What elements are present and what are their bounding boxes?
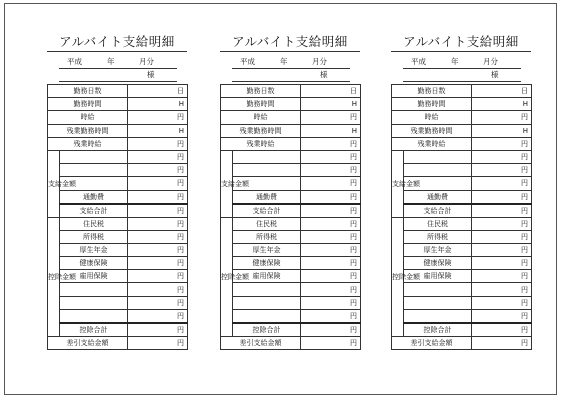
item-label: 控除合計 [233,323,301,337]
item-label: 所得税 [233,230,301,243]
table-row [48,137,188,150]
table-row [221,309,361,323]
era-label: 平成 [240,57,255,66]
unit-cell: 円 [301,336,361,349]
item-label: 残業勤務時間 [221,124,301,137]
item-label: 所得税 [404,230,472,243]
era-label: 平成 [411,57,426,66]
item-label: 控除合計 [404,323,472,337]
table-row [221,190,361,204]
item-label [60,164,128,177]
unit-cell: 円 [472,177,532,190]
unit-cell: 円 [128,283,188,296]
item-label: 所得税 [60,230,128,243]
table-row [392,230,532,243]
title-underline [220,51,360,52]
table-row [221,230,361,243]
title-underline [391,51,531,52]
table-row [48,257,188,270]
item-label: 勤務日数 [392,85,472,98]
item-label: 支給合計 [404,204,472,218]
item-label: 厚生年金 [60,243,128,256]
table-row [221,98,361,111]
unit-cell: 円 [301,257,361,270]
month-label: 月分 [139,57,154,66]
item-label: 住民税 [233,217,301,230]
unit-cell: 日 [128,85,188,98]
table-row [221,257,361,270]
net-pay-row [221,336,361,349]
era-label: 平成 [67,57,82,66]
table-row [48,283,188,296]
table-row [392,98,532,111]
unit-cell: H [301,98,361,111]
unit-cell: 円 [128,111,188,124]
unit-cell: 日 [301,85,361,98]
unit-cell: 円 [128,257,188,270]
date-underline [232,68,350,69]
table-row [48,230,188,243]
net-pay-row [392,336,532,349]
item-label [404,296,472,309]
table-row [221,243,361,256]
unit-cell: 円 [472,243,532,256]
table-row [48,190,188,204]
unit-cell: 円 [128,296,188,309]
unit-cell: 円 [301,283,361,296]
table-row [392,296,532,309]
table-row [221,137,361,150]
unit-cell: 円 [472,190,532,204]
item-label [233,150,301,163]
table-row [221,283,361,296]
name-underline [232,81,350,82]
table-row [221,85,361,98]
item-label: 住民税 [60,217,128,230]
month-label: 月分 [312,57,327,66]
item-label: 残業時給 [392,137,472,150]
unit-cell: 円 [301,230,361,243]
table-row [221,217,361,230]
unit-cell: 円 [128,190,188,204]
item-label: 住民税 [404,217,472,230]
table-row [48,243,188,256]
unit-cell: H [128,98,188,111]
item-label [233,283,301,296]
item-label [404,283,472,296]
net-pay-label: 差引支給金額 [48,336,128,349]
honorific-label: 様 [320,70,328,79]
month-label: 月分 [483,57,498,66]
unit-cell: 円 [301,217,361,230]
item-label [60,283,128,296]
item-label: 通勤費 [60,190,128,204]
item-label: 時給 [221,111,301,124]
table-row [392,323,532,337]
unit-cell: 円 [128,204,188,218]
unit-cell: H [301,124,361,137]
pay-group-label: 支給金額 [392,150,404,217]
payslip-sheet [4,3,557,395]
item-label: 健康保険 [233,257,301,270]
table-row [221,204,361,218]
item-label [233,309,301,323]
unit-cell: 円 [301,177,361,190]
net-pay-label: 差引支給金額 [221,336,301,349]
table-row [392,164,532,177]
unit-cell: 円 [472,137,532,150]
unit-cell: 円 [472,150,532,163]
item-label [233,296,301,309]
payslip-2 [220,4,360,396]
payslip-title: アルバイト支給明細 [403,34,519,49]
honorific-label: 様 [147,70,155,79]
table-row [221,296,361,309]
unit-cell: 円 [472,323,532,337]
item-label: 勤務日数 [221,85,301,98]
payslip-1 [47,4,187,396]
unit-cell: 円 [128,270,188,283]
table-row [221,150,361,163]
unit-cell: 円 [301,309,361,323]
deduction-group-label: 控除金額 [48,217,60,336]
unit-cell: 円 [472,204,532,218]
table-row [221,323,361,337]
unit-cell: H [472,124,532,137]
unit-cell: 円 [301,243,361,256]
unit-cell: 円 [301,164,361,177]
table-row [48,150,188,163]
unit-cell: 円 [128,137,188,150]
table-row [221,111,361,124]
table-row [48,204,188,218]
unit-cell: 円 [301,270,361,283]
unit-cell: H [472,98,532,111]
table-row [221,124,361,137]
item-label: 勤務時間 [221,98,301,111]
table-row [48,124,188,137]
item-label [404,309,472,323]
item-label: 勤務日数 [48,85,128,98]
item-label: 残業時給 [48,137,128,150]
unit-cell: 円 [301,150,361,163]
unit-cell: 円 [472,309,532,323]
item-label: 通勤費 [404,190,472,204]
item-label: 時給 [392,111,472,124]
item-label [60,150,128,163]
item-label [404,150,472,163]
table-row [392,150,532,163]
table-row [392,309,532,323]
deduction-group-label: 控除金額 [221,217,233,336]
payslip-title: アルバイト支給明細 [59,34,175,49]
name-underline [403,81,521,82]
unit-cell: 円 [128,177,188,190]
unit-cell: 円 [472,296,532,309]
unit-cell: H [128,124,188,137]
year-label: 年 [107,57,115,66]
table-row [48,85,188,98]
table-row [48,296,188,309]
item-label: 勤務時間 [48,98,128,111]
item-label: 雇用保険 [233,270,301,283]
unit-cell: 円 [128,230,188,243]
item-label: 控除合計 [60,323,128,337]
payslip-table [47,84,188,350]
item-label: 雇用保険 [60,270,128,283]
unit-cell: 円 [472,111,532,124]
table-row [48,98,188,111]
payslip-table [220,84,361,350]
unit-cell: 円 [301,111,361,124]
net-pay-label: 差引支給金額 [392,336,472,349]
item-label: 残業勤務時間 [392,124,472,137]
unit-cell: 円 [472,257,532,270]
unit-cell: 円 [301,137,361,150]
item-label: 通勤費 [233,190,301,204]
title-underline [47,51,187,52]
unit-cell: 円 [128,150,188,163]
item-label: 厚生年金 [404,243,472,256]
table-row [392,204,532,218]
item-label: 健康保険 [404,257,472,270]
item-label: 支給合計 [233,204,301,218]
name-underline [59,81,177,82]
honorific-label: 様 [491,70,499,79]
unit-cell: 円 [301,296,361,309]
table-row [392,243,532,256]
table-row [392,217,532,230]
unit-cell: 円 [128,323,188,337]
table-row [392,111,532,124]
item-label: 雇用保険 [404,270,472,283]
item-label [404,164,472,177]
table-row [392,85,532,98]
unit-cell: 円 [472,336,532,349]
unit-cell: 円 [301,204,361,218]
table-row [48,309,188,323]
unit-cell: 円 [472,283,532,296]
unit-cell: 円 [301,323,361,337]
item-label [60,309,128,323]
table-row [48,323,188,337]
unit-cell: 円 [128,309,188,323]
unit-cell: 円 [472,270,532,283]
item-label [60,296,128,309]
item-label: 勤務時間 [392,98,472,111]
unit-cell: 円 [472,217,532,230]
year-label: 年 [280,57,288,66]
unit-cell: 円 [128,243,188,256]
table-row [48,217,188,230]
item-label: 健康保険 [60,257,128,270]
table-row [48,164,188,177]
table-row [392,283,532,296]
table-row [392,257,532,270]
table-row [392,124,532,137]
table-row [392,190,532,204]
payslip-title: アルバイト支給明細 [232,34,348,49]
unit-cell: 円 [128,217,188,230]
pay-group-label: 支給金額 [221,150,233,217]
item-label [233,164,301,177]
unit-cell: 円 [301,190,361,204]
item-label: 時給 [48,111,128,124]
unit-cell: 円 [472,164,532,177]
table-row [48,111,188,124]
date-underline [403,68,521,69]
table-row [392,137,532,150]
year-label: 年 [451,57,459,66]
unit-cell: 円 [128,336,188,349]
item-label: 支給合計 [60,204,128,218]
unit-cell: 日 [472,85,532,98]
item-label: 厚生年金 [233,243,301,256]
net-pay-row [48,336,188,349]
unit-cell: 円 [472,230,532,243]
payslip-3 [391,4,531,396]
item-label: 残業時給 [221,137,301,150]
unit-cell: 円 [128,164,188,177]
table-row [221,164,361,177]
deduction-group-label: 控除金額 [392,217,404,336]
payslip-table [391,84,532,350]
date-underline [59,68,177,69]
item-label: 残業勤務時間 [48,124,128,137]
pay-group-label: 支給金額 [48,150,60,217]
